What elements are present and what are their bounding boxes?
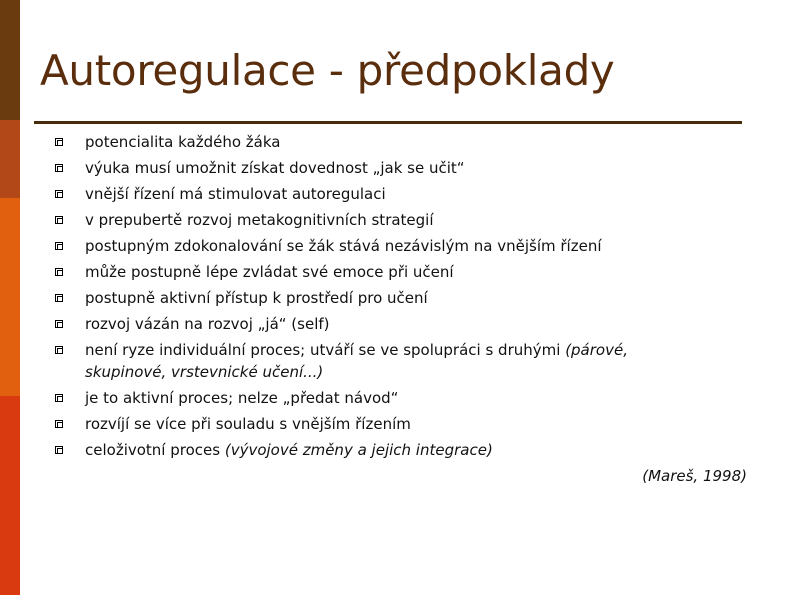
list-item-text: rozvoj vázán na rozvoj „já“ (self) — [85, 315, 330, 333]
hollow-square-bullet-icon — [55, 138, 63, 146]
hollow-square-bullet-icon — [55, 394, 63, 402]
hollow-square-bullet-icon — [55, 446, 63, 454]
hollow-square-bullet-icon — [55, 268, 63, 276]
list-item-text-regular: celoživotní proces — [85, 441, 225, 459]
list-item-text-italic: (vývojové změny a jejich integrace) — [224, 441, 493, 459]
hollow-square-bullet-icon — [55, 420, 63, 428]
list-item-text: postupným zdokonalování se žák stává nezávislým na vnějším řízení — [85, 237, 602, 255]
list-item-text — [85, 439, 695, 461]
list-item-text: může postupně lépe zvládat své emoce při učení — [85, 263, 454, 281]
list-item-text: v prepubertě rozvoj metakognitivních strategií — [85, 211, 434, 229]
hollow-square-bullet-icon — [55, 164, 63, 172]
list-item-text: postupně aktivní přístup k prostředí pro učení — [85, 289, 428, 307]
hollow-square-bullet-icon — [55, 190, 63, 198]
hollow-square-bullet-icon — [55, 216, 63, 224]
list-item-text-italic: (párové, skupinové, vrstevnické učení...) — [85, 341, 628, 381]
hollow-square-bullet-icon — [55, 294, 63, 302]
slide-title: Autoregulace - předpoklady — [40, 46, 615, 95]
list-item-text: rozvíjí se více při souladu s vnějším řízením — [85, 415, 411, 433]
hollow-square-bullet-icon — [55, 320, 63, 328]
citation: (Mareš, 1998) — [642, 467, 747, 485]
list-item-text: potencialita každého žáka — [85, 133, 281, 151]
list-item-text: je to aktivní proces; nelze „předat návod“ — [85, 389, 399, 407]
hollow-square-bullet-icon — [55, 242, 63, 250]
list-item-text — [85, 339, 695, 383]
hollow-square-bullet-icon — [55, 346, 63, 354]
list-item-text: výuka musí umožnit získat dovednost „jak se učit“ — [85, 159, 465, 177]
list-item-text: vnější řízení má stimulovat autoregulaci — [85, 185, 386, 203]
list-item-text-regular: není ryze individuální proces; utváří se ve spolupráci s druhými — [85, 341, 566, 359]
